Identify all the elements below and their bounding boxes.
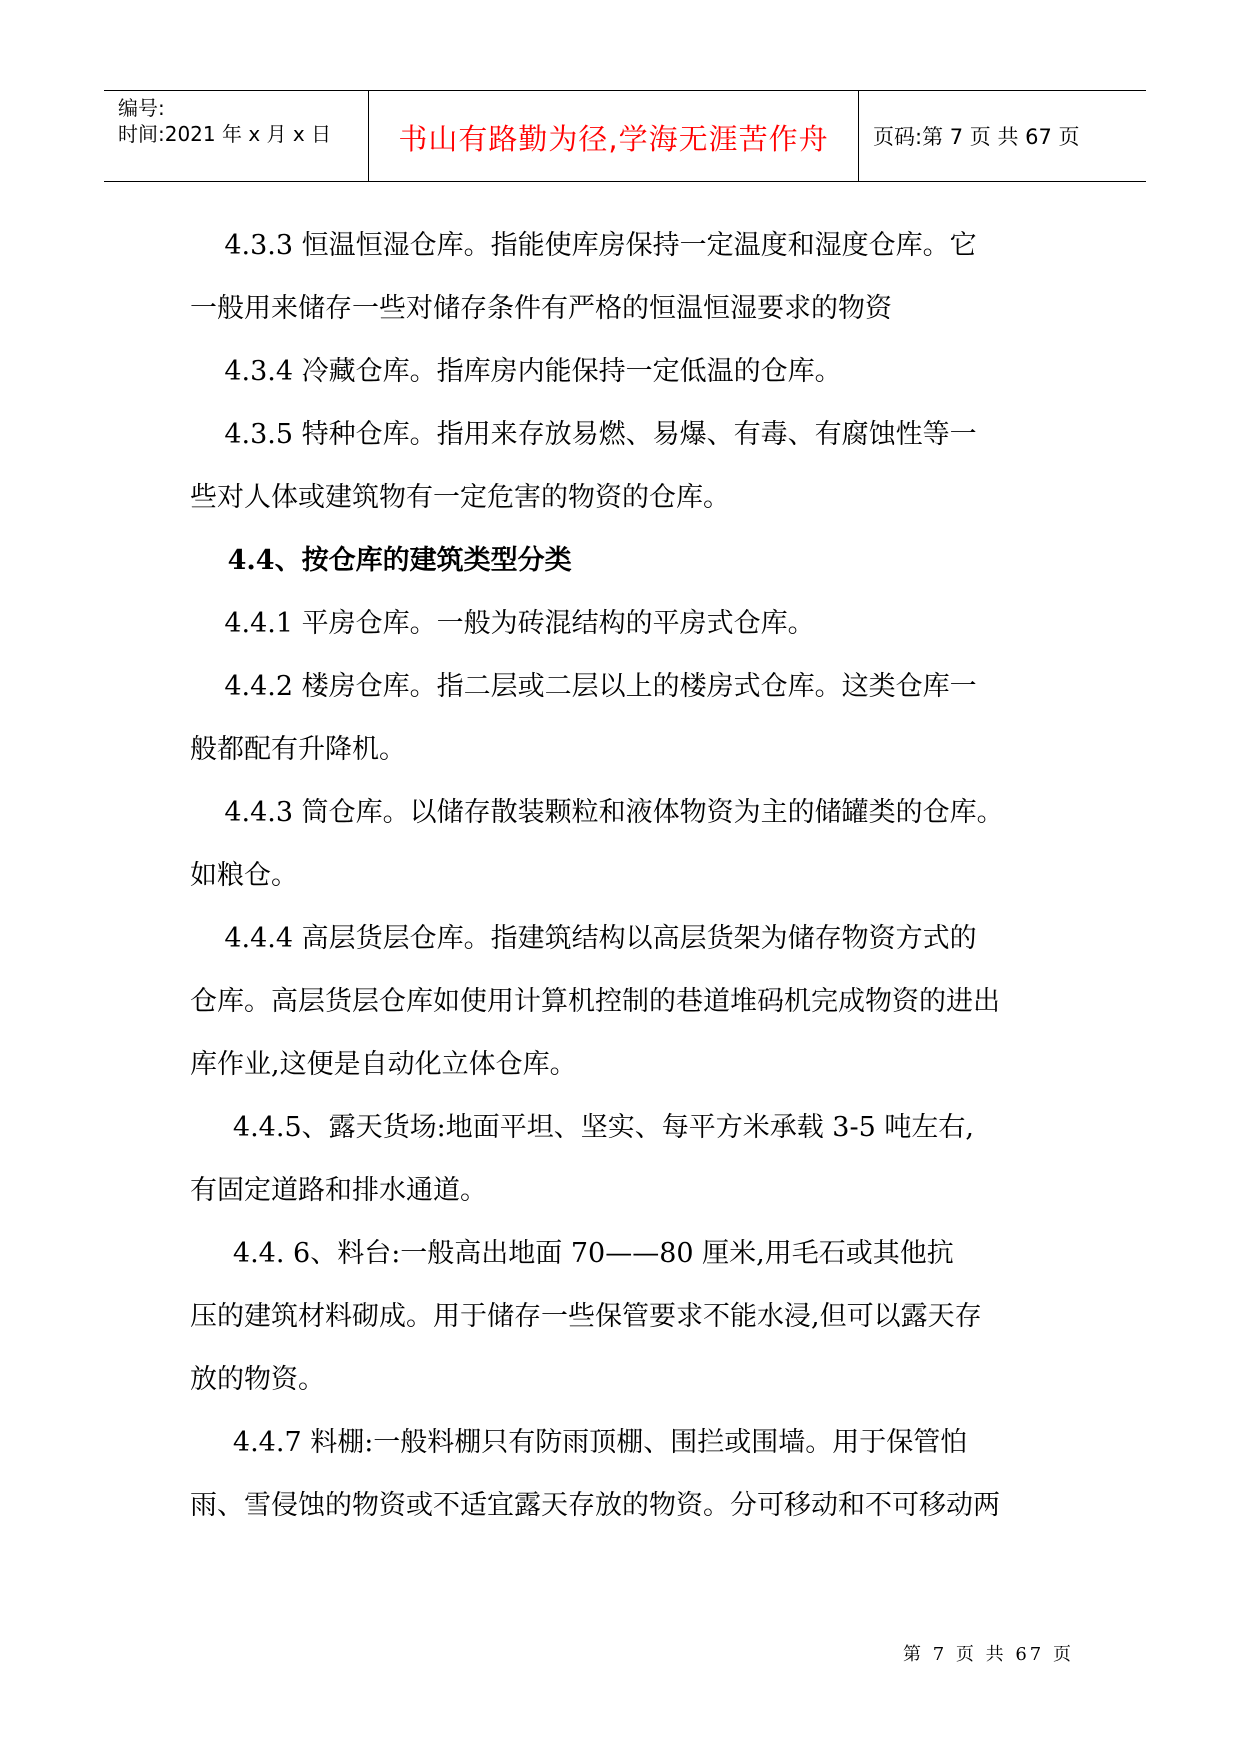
paragraph	[190, 907, 1070, 1096]
document-number-label: 编号:	[118, 96, 165, 120]
text-line: 4.4.1 平房仓库。一般为砖混结构的平房式仓库。	[190, 608, 815, 639]
text-line: 库作业,这便是自动化立体仓库。	[190, 1049, 577, 1080]
text-line: 些对人体或建筑物有一定危害的物资的仓库。	[190, 482, 730, 513]
paragraph	[190, 781, 1070, 907]
text-line: 4.4.4 高层货层仓库。指建筑结构以高层货架为储存物资方式的	[190, 923, 977, 954]
text-line: 如粮仓。	[190, 860, 298, 891]
text-line: 4.3.5 特种仓库。指用来存放易燃、易爆、有毒、有腐蚀性等一	[190, 419, 977, 450]
text-line: 放的物资。	[190, 1364, 325, 1395]
text-line: 压的建筑材料砌成。用于储存一些保管要求不能水浸,但可以露天存	[190, 1301, 982, 1332]
paragraph	[190, 1096, 1070, 1222]
paragraph	[190, 1222, 1070, 1411]
paragraph	[190, 1411, 1070, 1537]
text-line: 4.4.3 筒仓库。以储存散装颗粒和液体物资为主的储罐类的仓库。	[190, 797, 1004, 828]
paragraph	[190, 214, 1070, 340]
header-meta	[104, 91, 369, 181]
text-line: 一般用来储存一些对储存条件有严格的恒温恒湿要求的物资	[190, 293, 892, 324]
document-time-label: 时间:2021 年 x 月 x 日	[118, 122, 332, 146]
paragraph	[190, 340, 1070, 403]
text-line: 4.4.5、露天货场:地面平坦、坚实、每平方米承载 3-5 吨左右,	[190, 1112, 974, 1143]
text-line: 4.4. 6、料台:一般高出地面 70——80 厘米,用毛石或其他抗	[190, 1238, 954, 1269]
section-heading	[190, 529, 1070, 592]
text-line: 般都配有升降机。	[190, 734, 406, 765]
page-footer: 第 7 页 共 67 页	[903, 1644, 1074, 1665]
document-body	[190, 214, 1070, 1537]
text-line: 仓库。高层货层仓库如使用计算机控制的巷道堆码机完成物资的进出	[190, 986, 1000, 1017]
header-motto: 书山有路勤为径,学海无涯苦作舟	[369, 91, 859, 181]
page-header	[104, 90, 1146, 182]
header-page-number: 页码:第 7 页 共 67 页	[873, 125, 1080, 149]
paragraph	[190, 592, 1070, 655]
paragraph	[190, 655, 1070, 781]
paragraph	[190, 403, 1070, 529]
text-line: 4.3.4 冷藏仓库。指库房内能保持一定低温的仓库。	[190, 356, 842, 387]
text-line: 有固定道路和排水通道。	[190, 1175, 487, 1206]
text-line: 4.4、按仓库的建筑类型分类	[190, 545, 572, 576]
text-line: 4.4.7 料棚:一般料棚只有防雨顶棚、围拦或围墙。用于保管怕	[190, 1427, 968, 1458]
text-line: 4.4.2 楼房仓库。指二层或二层以上的楼房式仓库。这类仓库一	[190, 671, 977, 702]
text-line: 雨、雪侵蚀的物资或不适宜露天存放的物资。分可移动和不可移动两	[190, 1490, 1000, 1521]
text-line: 4.3.3 恒温恒湿仓库。指能使库房保持一定温度和湿度仓库。它	[190, 230, 977, 261]
